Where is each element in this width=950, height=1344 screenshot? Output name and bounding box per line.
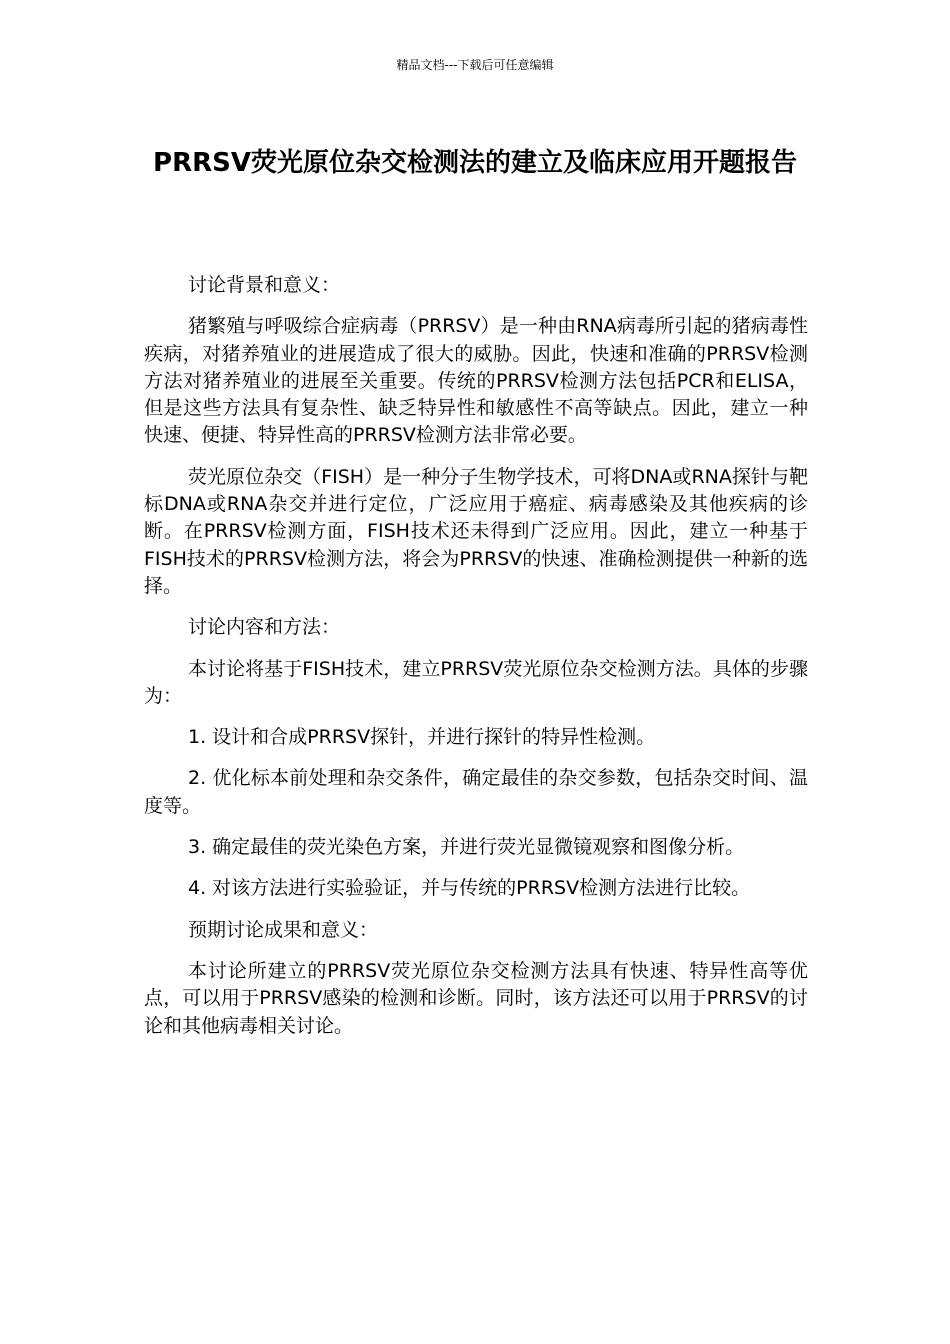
paragraph-fish-intro: 荧光原位杂交（FISH）是一种分子生物学技术，可将DNA或RNA探针与靶标DNA或RNA杂交并进行定位，广泛应用于癌症、病毒感染及其他疾病的诊断。在PRRSV检测方面，FISH技术还未得到广泛应用。因此，建立一种基于FISH技术的PRRSV检测方法，将会为PRRSV的快速、准确检测提供一种新的选择。 [144, 465, 808, 597]
step-item-2: 2. 优化标本前处理和杂交条件，确定最佳的杂交参数，包括杂交时间、温度等。 [144, 767, 808, 817]
step-item-4: 4. 对该方法进行实验验证，并与传统的PRRSV检测方法进行比较。 [188, 877, 751, 900]
paragraph-methods-intro: 本讨论将基于FISH技术，建立PRRSV荧光原位杂交检测方法。具体的步骤为： [144, 657, 808, 707]
document-title: PRRSV荧光原位杂交检测法的建立及临床应用开题报告 [153, 148, 797, 178]
section-heading-outcomes: 预期讨论成果和意义： [188, 918, 379, 941]
section-heading-methods: 讨论内容和方法： [188, 616, 341, 639]
paragraph-outcomes: 本讨论所建立的PRRSV荧光原位杂交检测方法具有快速、特异性高等优点，可以用于PRRSV感染的检测和诊断。同时，该方法还可以用于PRRSV的讨论和其他病毒相关讨论。 [144, 959, 808, 1037]
step-item-3: 3. 确定最佳的荧光染色方案，并进行荧光显微镜观察和图像分析。 [188, 836, 745, 859]
document-body [144, 272, 808, 1040]
paragraph-background: 猪繁殖与呼吸综合症病毒（PRRSV）是一种由RNA病毒所引起的猪病毒性疾病，对猪养殖业的进展造成了很大的威胁。因此，快速和准确的PRRSV检测方法对猪养殖业的进展至关重要。传统的PRRSV检测方法包括PCR和ELISA，但是这些方法具有复杂性、缺乏特异性和敏感性不高等缺点。因此，建立一种快速、便捷、特异性高的PRRSV检测方法非常必要。 [144, 315, 808, 447]
section-heading-background: 讨论背景和意义： [188, 274, 341, 296]
step-item-1: 1. 设计和合成PRRSV探针，并进行探针的特异性检测。 [188, 726, 656, 749]
header-note: 精品文档---下载后可任意编辑 [396, 58, 554, 72]
